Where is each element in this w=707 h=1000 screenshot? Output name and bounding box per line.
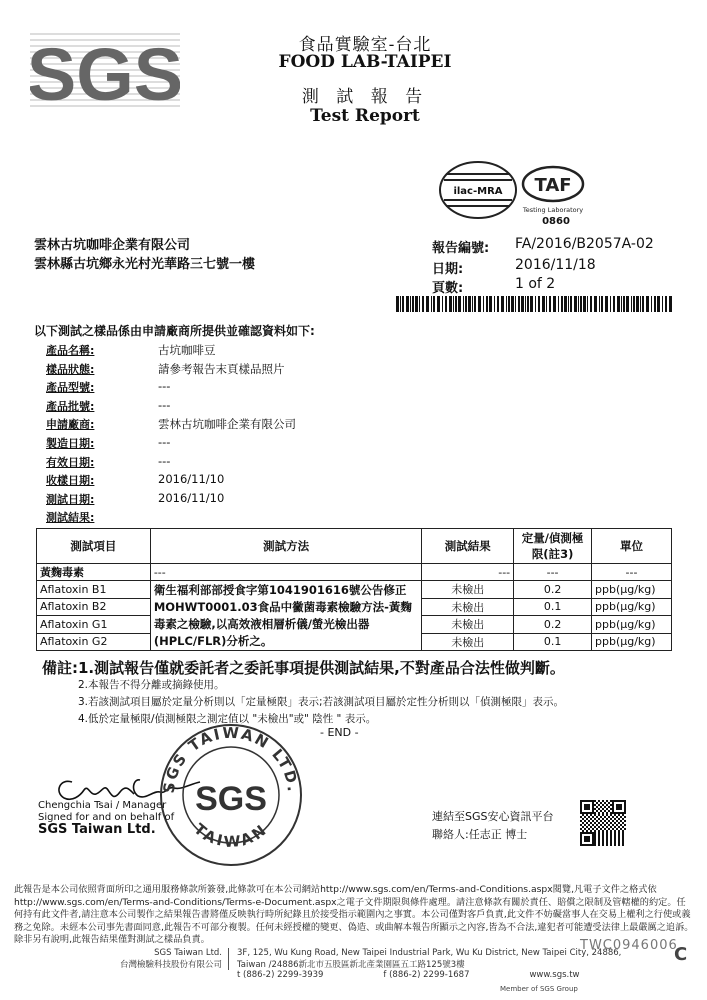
group-item: 黃麴毒素 bbox=[37, 564, 151, 581]
th-limit: 定量/偵測極限(註3) bbox=[514, 529, 592, 564]
field-value: 2016/11/10 bbox=[158, 472, 225, 487]
barcode bbox=[396, 296, 672, 312]
field-label: 樣品狀態: bbox=[46, 362, 95, 376]
group-result: --- bbox=[422, 564, 514, 581]
svg-text:SGS: SGS bbox=[30, 33, 180, 110]
report-title-en: Test Report bbox=[310, 106, 420, 126]
row-limit: 0.2 bbox=[514, 616, 592, 634]
platform-link-text: 連結至SGS安心資訊平台 bbox=[432, 810, 554, 823]
row-result: 未檢出 bbox=[422, 581, 514, 599]
field-label: 測試結果: bbox=[46, 511, 95, 525]
footer-company-en: SGS Taiwan Ltd. bbox=[154, 948, 223, 958]
field-value: --- bbox=[158, 453, 171, 468]
field-value: --- bbox=[158, 397, 171, 412]
row-unit: ppb(μg/kg) bbox=[592, 633, 672, 651]
member-of-sgs: Member of SGS Group bbox=[500, 985, 578, 993]
client-address: 雲林縣古坑鄉永光村光華路三七號一樓 bbox=[34, 257, 256, 272]
ilac-mra-logo bbox=[438, 160, 518, 220]
footer-terms: 此報告是本公司依照背面所印之通用服務條款所簽發,此條款可在本公司網站http://www.sgs.com/en/Terms-and-Conditions.aspx閱覽,凡電子文件之格式依http://www.sgs.com/en/Terms-and-Conditions/Terms-e-Document.aspx之電子文件期限與條件處理。請注意條款有關於責任、賠償之限制及管轄權的約定。任何持有此文件者,請注意本公司製作之結果報告書將僅反映執行時所紀錄且於接受指示範圍內之事實。本公司僅對客戶負責,此文件不妨礙當事人在交易上權利之行使或義務之免除。未經本公司事先書面同意,此報告不可部分複製。任何未經授權的變更、偽造、或曲解本報告所顯示之內容,皆為不合法,違犯者可能遭受法律上最嚴厲之追訴。除非另有說明,此報告結果僅對測試之樣品負責。 bbox=[14, 884, 694, 945]
report-date: 2016/11/18 bbox=[515, 257, 596, 273]
field-value: 請參考報告末頁樣品照片 bbox=[158, 361, 285, 376]
field-value: --- bbox=[158, 379, 171, 394]
field-value: 雲林古坑咖啡企業有限公司 bbox=[158, 417, 296, 432]
group-limit: --- bbox=[514, 564, 592, 581]
footer-company-cn: 台灣檢驗科技股份有限公司 bbox=[120, 960, 223, 970]
footer-tel: t (886-2) 2299-3939 bbox=[237, 970, 324, 980]
field-value: --- bbox=[158, 435, 171, 449]
table-row bbox=[37, 581, 672, 599]
lab-name-en: FOOD LAB-TAIPEI bbox=[278, 52, 452, 72]
group-method: --- bbox=[150, 564, 422, 581]
footer-address: 3F, 125, Wu Kung Road, New Taipei Industrial Park, Wu Ku District, New Taipei City, 24886, Taiwan /24886新北市五股區新北產業園區五工路125號3樓 bbox=[237, 948, 622, 970]
report-page: 1 of 2 bbox=[515, 276, 556, 292]
field-label: 收樣日期: bbox=[46, 474, 95, 488]
signer-company: SGS Taiwan Ltd. bbox=[38, 822, 156, 837]
field-label: 有效日期: bbox=[46, 455, 95, 469]
field-label: 產品批號: bbox=[46, 399, 95, 413]
svg-text:SGS TAIWAN LTD.: SGS TAIWAN LTD. bbox=[159, 723, 303, 795]
note-3: 3.若該測試項目屬於定量分析則以「定量極限」表示;若該測試項目屬於定性分析則以「偵測極限」表示。 bbox=[78, 696, 565, 708]
method-text: 衛生福利部部授食字第1041901616號公告修正MOHWT0001.03食品中黴菌毒素檢驗方法-黃麴毒素之檢驗,以高效液相層析儀/螢光檢出器(HPLC/FLR)分析之。 bbox=[150, 581, 422, 651]
report-date-label: 日期: bbox=[432, 262, 464, 277]
client-name: 雲林古坑咖啡企業有限公司 bbox=[34, 238, 191, 253]
svg-text:SGS: SGS bbox=[195, 780, 267, 818]
intro-text: 以下測試之樣品係由申請廠商所提供並確認資料如下: bbox=[34, 324, 315, 338]
row-item: Aflatoxin G1 bbox=[37, 616, 151, 634]
svg-text:ilac-MRA: ilac-MRA bbox=[453, 186, 503, 197]
footer-web[interactable]: www.sgs.tw bbox=[529, 970, 580, 980]
report-no: FA/2016/B2057A-02 bbox=[515, 236, 654, 252]
th-item: 測試項目 bbox=[37, 529, 151, 564]
row-item: Aflatoxin B1 bbox=[37, 581, 151, 599]
signer-block bbox=[38, 800, 174, 824]
group-unit: --- bbox=[592, 564, 672, 581]
row-item: Aflatoxin G2 bbox=[37, 633, 151, 651]
end-mark: - END - bbox=[320, 726, 359, 739]
sgs-logo bbox=[30, 28, 180, 110]
report-page-label: 頁數: bbox=[432, 281, 464, 296]
group-row bbox=[37, 564, 672, 581]
row-result: 未檢出 bbox=[422, 633, 514, 651]
lab-name-cn: 食品實驗室-台北 bbox=[298, 35, 432, 55]
th-method: 測試方法 bbox=[150, 529, 422, 564]
row-limit: 0.1 bbox=[514, 598, 592, 616]
note-1: 備註:1.測試報告僅就委託者之委託事項提供測試結果,不對產品合法性做判斷。 bbox=[42, 659, 565, 677]
row-unit: ppb(μg/kg) bbox=[592, 581, 672, 599]
notes-block bbox=[42, 660, 565, 728]
serial-number: TWC0946006 bbox=[580, 938, 678, 953]
field-label: 產品名稱: bbox=[46, 344, 95, 357]
svg-text:TAIWAN: TAIWAN bbox=[190, 819, 272, 851]
field-label: 申請廠商: bbox=[46, 418, 95, 432]
note-2: 2.本報告不得分離或摘錄使用。 bbox=[78, 679, 225, 691]
th-result: 測試結果 bbox=[422, 529, 514, 564]
sgs-stamp bbox=[156, 720, 306, 870]
report-no-label: 報告編號: bbox=[432, 241, 490, 256]
signer-name: Chengchia Tsai / Manager bbox=[38, 800, 167, 811]
contact-person: 聯絡人:任志正 博士 bbox=[432, 828, 528, 841]
signed-on-behalf: Signed for and on behalf of bbox=[38, 812, 175, 823]
row-result: 未檢出 bbox=[422, 598, 514, 616]
qr-code bbox=[580, 800, 626, 846]
field-value: 2016/11/10 bbox=[158, 490, 225, 505]
row-unit: ppb(μg/kg) bbox=[592, 616, 672, 634]
row-result: 未檢出 bbox=[422, 616, 514, 634]
row-unit: ppb(μg/kg) bbox=[592, 598, 672, 616]
field-value: 古坑咖啡豆 bbox=[158, 343, 216, 357]
th-unit: 單位 bbox=[592, 529, 672, 564]
taf-number: 0860 bbox=[542, 216, 570, 227]
field-label: 製造日期: bbox=[46, 437, 95, 450]
results-table bbox=[36, 528, 672, 651]
footer-address-bar bbox=[120, 948, 637, 980]
svg-text:Testing Laboratory: Testing Laboratory bbox=[522, 206, 584, 214]
report-title-cn: 測 試 報 告 bbox=[301, 87, 429, 107]
contact-block bbox=[432, 808, 554, 844]
row-limit: 0.1 bbox=[514, 633, 592, 651]
field-label: 產品型號: bbox=[46, 381, 95, 395]
table-header-row bbox=[37, 529, 672, 564]
client-block bbox=[34, 236, 255, 274]
row-item: Aflatoxin B2 bbox=[37, 598, 151, 616]
svg-text:TAF: TAF bbox=[534, 175, 572, 196]
note-4: 4.低於定量極限/偵測極限之測定值以 "未檢出"或" 陰性 " 表示。 bbox=[78, 713, 377, 725]
taf-logo bbox=[517, 164, 589, 220]
corner-mark: C bbox=[674, 944, 688, 965]
row-limit: 0.2 bbox=[514, 581, 592, 599]
footer-fax: f (886-2) 2299-1687 bbox=[383, 970, 470, 980]
field-label: 測試日期: bbox=[46, 492, 95, 506]
